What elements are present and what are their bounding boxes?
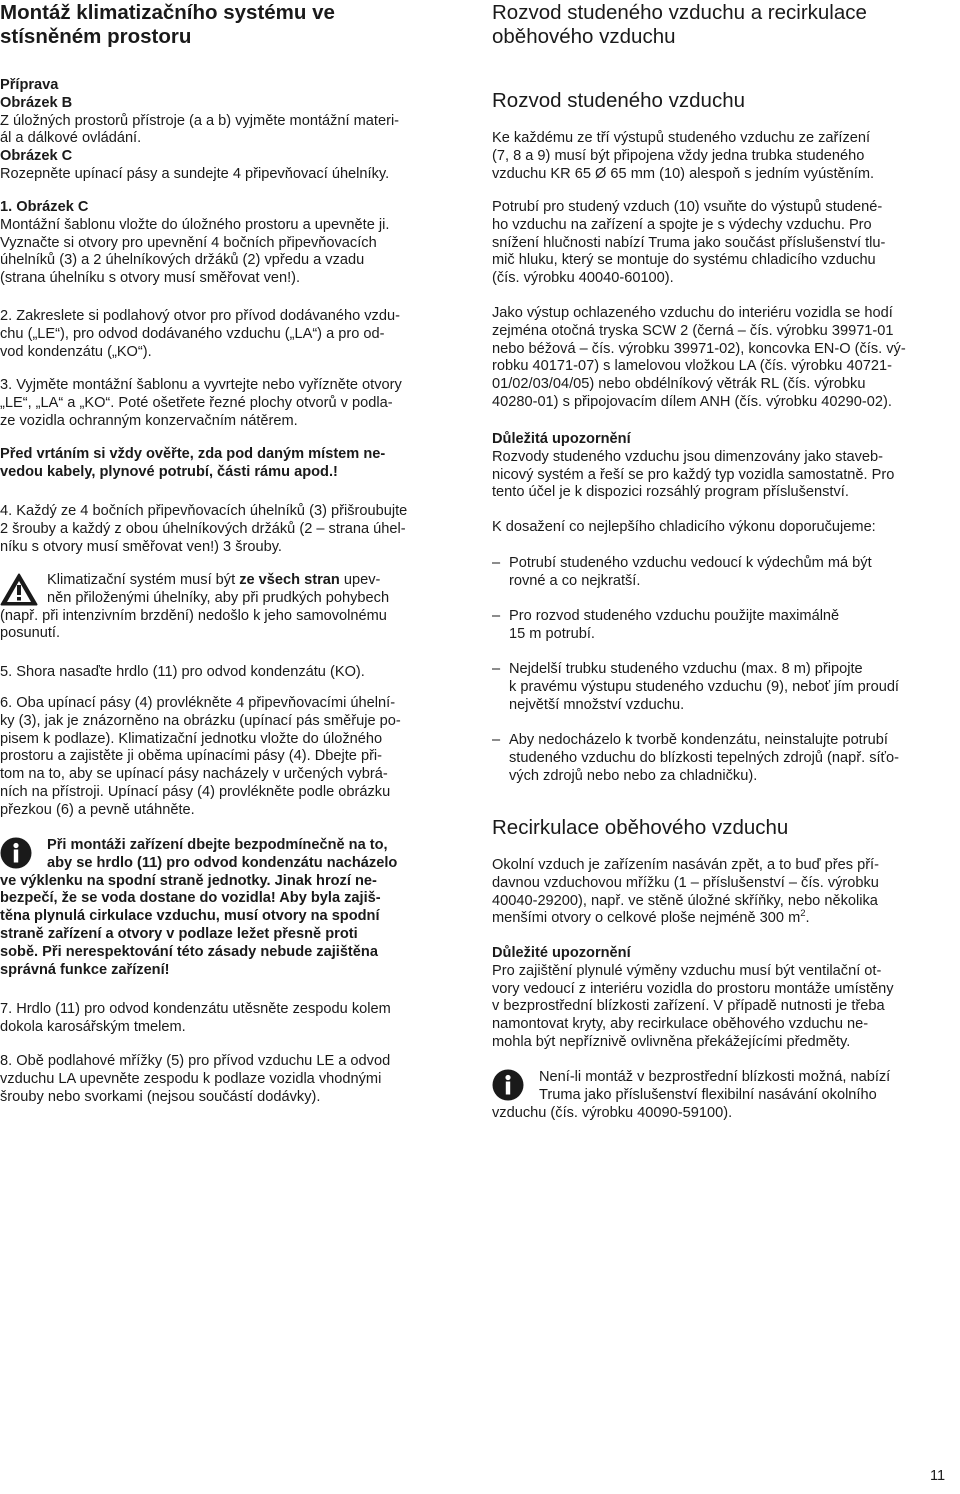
heading-line: stísněném prostoru <box>0 24 192 48</box>
info-note <box>0 837 462 979</box>
warning-line-1 <box>0 572 462 590</box>
paragraph-line: mohla být nepříznivě ovlivněna překážejícími předměty. <box>492 1033 851 1050</box>
paragraph-line: vory vedoucí z interiéru vozidla do prostoru montáže umístěny <box>492 980 894 997</box>
preparation-block <box>0 77 462 184</box>
step-6-line: 6. Oba upínací pásy (4) provlékněte 4 připevňovacími úhelní- <box>0 695 396 711</box>
dash-bullet: – <box>492 555 501 571</box>
warning-text: upev- <box>339 572 381 588</box>
paragraph-line: robku 40171-07) s lamelovou vložkou LA (čís. výrobku 40721- <box>492 358 892 375</box>
list-item-line: 15 m potrubí. <box>509 625 595 642</box>
info-line: sobě. Při nerespektování této zásady nebude zajištěna <box>0 943 378 960</box>
warning-line: posunutí. <box>0 625 61 642</box>
step-1-line: (strana úhelníku s otvory musí směřovat ven!). <box>0 270 301 287</box>
list-item-line: rovné a co nejkratší. <box>509 572 641 589</box>
step-3-line: 3. Vyjměte montážní šablonu a vyvrtejte nebo vyřízněte otvory <box>0 377 402 393</box>
list-item <box>492 608 954 644</box>
step-2-line: vod kondenzátu („KO“). <box>0 343 152 360</box>
paragraph-recirculation <box>492 857 954 928</box>
paragraph-line: mič hluku, který se montuje do systému chladicího vzduchu <box>492 252 876 269</box>
paragraph-line: snížení hlučnosti nabízí Truma jako součást příslušenství tlu- <box>492 234 886 251</box>
list-item-line: vých zdrojů nebo nebo za chladničku). <box>509 767 758 784</box>
dash-bullet: – <box>492 661 501 677</box>
step-6 <box>0 695 462 820</box>
paragraph-line: Pro zajištění plynulé výměny vzduchu musí být ventilační ot- <box>492 962 882 979</box>
paragraph-line: 40280-01) s připojovacím dílem ANH (čís. výrobku 40290-02). <box>492 393 892 410</box>
list-item-line: největší množství vzduchu. <box>509 696 685 713</box>
paragraph-text: . <box>805 910 810 927</box>
info-line: aby se hrdlo (11) pro odvod kondenzátu nacházelo <box>47 854 398 871</box>
important-notes-2 <box>492 945 954 1052</box>
paragraph-line <box>492 910 954 928</box>
important-title: Důležitá upozornění <box>492 431 631 447</box>
step-1-line: Montážní šablonu vložte do úložného prostoru a upevněte ji. <box>0 216 390 233</box>
info-line: správná funkce zařízení! <box>0 961 170 978</box>
list-item-line: k pravému výstupu studeného vzduchu (9), neboť jím proudí <box>509 678 899 695</box>
paragraph-line: tento účel je k dispozici rozsáhlý program příslušenství. <box>492 484 849 501</box>
step-6-line: ních na přístroji. Upínací pásy (4) provlékněte podle obrázku <box>0 783 391 800</box>
list-item <box>492 661 954 714</box>
paragraph-line: (7, 8 a 9) musí být připojena vždy jedna trubka studeného <box>492 147 865 164</box>
drilling-warning-line: vedou kabely, plynové potrubí, části rámu apod.! <box>0 463 338 480</box>
heading-line: Rozvod studeného vzduchu a recirkulace <box>492 1 867 24</box>
info-icon <box>0 837 32 869</box>
subheading-cold-air: Rozvod studeného vzduchu <box>492 89 746 112</box>
drilling-warning <box>0 446 462 482</box>
paragraph-line: Rozvody studeného vzduchu jsou dimenzovány jako staveb- <box>492 448 884 465</box>
paragraph-line: nebo béžová – čís. výrobku 39971-02), koncovka EN-O (čís. vý- <box>492 340 906 357</box>
list-item <box>492 732 954 785</box>
step-2-line: 2. Zakreslete si podlahový otvor pro přívod dodávaného vzdu- <box>0 308 400 324</box>
paragraph-text: menšími otvory o celkové ploše nejméně 300 m <box>492 910 801 927</box>
list-item-line: Potrubí studeného vzduchu vedoucí k výdechům má být <box>509 555 872 571</box>
step-8-line: 8. Obě podlahové mřížky (5) pro přívod vzduchu LE a odvod <box>0 1053 391 1069</box>
step-7 <box>0 1001 462 1037</box>
step-5: 5. Shora nasaďte hrdlo (11) pro odvod kondenzátu (KO). <box>0 664 365 680</box>
step-6-line: pisem k podlaze). Klimatizační jednotku vložte do úložného <box>0 730 383 747</box>
figure-c-text: Rozepněte upínací pásy a sundejte 4 připevňovací úhelníky. <box>0 165 390 182</box>
superscript: 2 <box>800 908 806 920</box>
paragraph-line: (čís. výrobku 40040-60100). <box>492 270 674 287</box>
step-6-line: tom na to, aby se upínací pásy nacházely v určených vybrá- <box>0 766 388 783</box>
paragraph-line: Ke každému ze tří výstupů studeného vzduchu ze zařízení <box>492 130 871 146</box>
warning-line: (např. při intenzivním brzdění) nedošlo k jeho samovolnému <box>0 607 387 624</box>
subheading-recirculation: Recirkulace oběhového vzduchu <box>492 816 789 839</box>
info-line: vzduchu (čís. výrobku 40090-59100). <box>492 1104 733 1121</box>
paragraph-line: v bezprostřední blízkosti zařízení. V případě nutnosti je třeba <box>492 998 885 1015</box>
step-8 <box>0 1053 462 1106</box>
recommendation-intro: K dosažení co nejlepšího chladicího výkonu doporučujeme: <box>492 519 876 535</box>
info-line: Truma jako příslušenství flexibilní nasávání okolního <box>539 1086 877 1103</box>
info-note-2 <box>492 1069 954 1122</box>
info-icon <box>492 1069 524 1101</box>
list-item <box>492 555 954 591</box>
step-4-line: níku s otvory musí směřovat ven!) 3 šrouby. <box>0 538 282 555</box>
info-line: Není-li montáž v bezprostřední blízkosti možná, nabízí <box>539 1069 891 1085</box>
paragraph-line: Jako výstup ochlazeného vzduchu do interiéru vozidla se hodí <box>492 305 893 321</box>
warning-text-bold: ze všech stran <box>239 572 340 588</box>
section-heading-assembly <box>0 1 462 48</box>
step-1 <box>0 199 462 288</box>
paragraph-nozzles <box>492 305 954 412</box>
step-6-line: ky (3), jak je znázorněno na obrázku (upínací pás směřuje po- <box>0 712 401 729</box>
heading-line: Montáž klimatizačního systému ve <box>0 1 335 24</box>
list-item-line: Pro rozvod studeného vzduchu použijte maximálně <box>509 608 840 624</box>
preparation-title: Příprava <box>0 77 59 93</box>
step-3 <box>0 377 462 430</box>
step-2 <box>0 308 462 361</box>
heading-line: oběhového vzduchu <box>492 24 676 48</box>
figure-c-label: Obrázek C <box>0 148 73 165</box>
step-4 <box>0 503 462 556</box>
step-4-line: 2 šrouby a každý z obou úhelníkových držáků (2 – strana úhel- <box>0 520 406 537</box>
warning-note <box>0 572 462 643</box>
step-2-line: chu („LE“), pro odvod dodávaného vzduchu („LA“) a pro od- <box>0 325 385 342</box>
paragraph-ducts <box>492 199 954 288</box>
step-1-line: úhelníků (3) a 2 úhelníkových držáků (2) vpředu a vzadu <box>0 252 365 269</box>
info-line: bezpečí, že se voda dostane do vozidla! Aby byla zajiš- <box>0 890 381 907</box>
paragraph-line: zejména otočná tryska SCW 2 (černá – čís. výrobku 39971-01 <box>492 322 894 339</box>
step-8-line: šrouby nebo svorkami (nejsou součástí dodávky). <box>0 1088 321 1105</box>
step-3-line: ze vozidla ochranným konzervačním nátěrem. <box>0 412 298 429</box>
step-1-title: 1. Obrázek C <box>0 199 89 215</box>
warning-line: něn přiloženými úhelníky, aby při prudkých pohybech <box>47 589 390 606</box>
important-title: Důležité upozornění <box>492 945 631 961</box>
paragraph-line: 01/02/03/04/05) nebo obdélníkový větrák RL (čís. výrobku <box>492 376 866 393</box>
step-3-line: „LE“, „LA“ a „KO“. Poté ošetřete řezné plochy otvorů v podla- <box>0 394 393 411</box>
page-number: 11 <box>930 1468 946 1484</box>
step-6-line: prostoru a zajistěte ji oběma upínacími pásy (4). Dbejte při- <box>0 748 383 765</box>
step-7-line: 7. Hrdlo (11) pro odvod kondenzátu utěsněte zespodu kolem <box>0 1001 391 1017</box>
paragraph-line: namontovat kryty, aby recirkulace oběhového vzduchu ne- <box>492 1016 869 1033</box>
figure-b-line: ál a dálkové ovládání. <box>0 130 142 147</box>
step-1-line: Vyznačte si otvory pro upevnění 4 bočních připevňovacích <box>0 234 377 251</box>
info-line: Při montáži zařízení dbejte bezpodmínečně na to, <box>47 837 388 853</box>
info-line: straně zařízení a otvory v podlaze ležet přesně proti <box>0 925 358 942</box>
list-item-line: Aby nedocházelo k tvorbě kondenzátu, neinstalujte potrubí <box>509 732 888 748</box>
step-7-line: dokola karosářským tmelem. <box>0 1018 186 1035</box>
paragraph-line: ho vzduchu na zařízení a spojte je s výdechy vzduchu. Pro <box>492 216 872 233</box>
drilling-warning-line: Před vrtáním si vždy ověřte, zda pod daným místem ne- <box>0 446 386 462</box>
paragraph-line: nicový systém a řeší se pro každý typ vozidla samostatně. Pro <box>492 466 895 483</box>
figure-b-label: Obrázek B <box>0 94 73 111</box>
paragraph-line: Potrubí pro studený vzduch (10) vsuňte do výstupů studené- <box>492 199 883 215</box>
important-notes-1 <box>492 431 954 502</box>
dash-bullet: – <box>492 608 501 624</box>
paragraph-line: 40040-29200), např. ve stěně úložné skříňky, nebo několika <box>492 892 878 909</box>
figure-b-line: Z úložných prostorů přístroje (a a b) vyjměte montážní materi- <box>0 112 400 129</box>
paragraph-line: davnou vzduchovou mřížku (1 – příslušenství – čís. výrobku <box>492 874 879 891</box>
section-heading-air-distribution <box>492 1 954 48</box>
list-item-line: studeného vzduchu do blízkosti tepelných zdrojů (např. síťo- <box>509 749 899 766</box>
list-item-line: Nejdelší trubku studeného vzduchu (max. 8 m) připojte <box>509 661 863 677</box>
step-6-line: přezkou (6) a pevně utáhněte. <box>0 801 195 818</box>
warning-triangle-icon <box>0 573 38 606</box>
dash-bullet: – <box>492 732 501 748</box>
info-line: ve výklenku na spodní straně jednotky. Jinak hrozí ne- <box>0 872 377 889</box>
paragraph-outlets <box>492 130 954 183</box>
warning-text: Klimatizační systém musí být <box>47 572 240 588</box>
step-8-line: vzduchu LA upevněte zespodu k podlaze vozidla vhodnými <box>0 1070 382 1087</box>
step-4-line: 4. Každý ze 4 bočních připevňovacích úhelníků (3) přišroubujte <box>0 503 408 519</box>
info-line: těna plynulá cirkulace vzduchu, musí otvory na spodní <box>0 908 380 925</box>
paragraph-line: vzduchu KR 65 Ø 65 mm (10) alespoň s jedním vyústěním. <box>492 165 875 182</box>
paragraph-line: Okolní vzduch je zařízením nasáván zpět, a to buď přes pří- <box>492 857 879 873</box>
